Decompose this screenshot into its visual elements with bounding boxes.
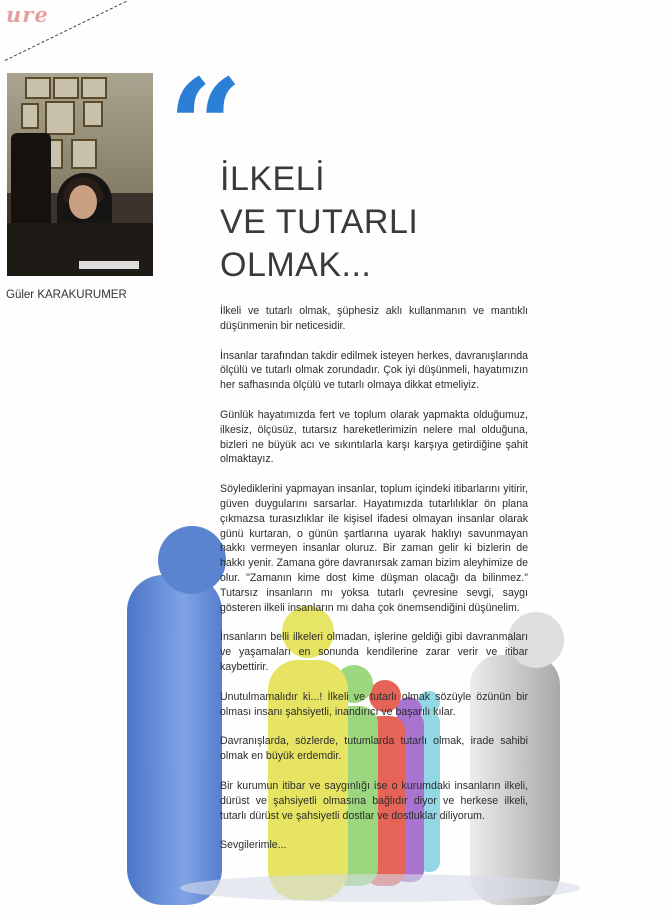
paragraph: Söylediklerini yapmayan insanlar, toplum içindeki itibarlarını yitirir, güven duygularını sarsarlar. Hayatımızda tutarlılıklar ön plana çıkmazsa turasızlıklar ile kişisel ifadesi olmayan insanlar olarak günü kurtaran, o günün şartlarına uyarak haklıyı savunmayan hakkı vermeyen insanlar oluruz. Bir zaman gelir ki bizlerin de hakkı yenir. Zamana göre davranırsak zaman bizim aleyhimize de olur. "Zamanın kime dost kime düşman olacağı da bilinmez." Tutarsız insanların mı yoksa tutarlı çevresine sevgi, saygı gösteren ilkeli insanların mı daha çok önemsendiğini düşünelim. — [220, 483, 528, 614]
magazine-logo: ure — [6, 2, 49, 27]
title-line-3: OLMAK... — [220, 246, 372, 284]
paragraph: Günlük hayatımızda fert ve toplum olarak yapmakta olduğumuz, ilkesiz, ölçüsüz, tutarsız hareketlerimizin nelere mal olduğuna, bizleri ne büyük acı ve sıkıntılarla karşı karşıya getirdiğine şahit olmaktayız. — [220, 408, 528, 466]
paragraph: İlkeli ve tutarlı olmak, şüphesiz aklı kullanmanın ve mantıklı düşünmenin bir neticesidir. — [220, 305, 528, 332]
article-body — [220, 304, 528, 868]
paragraph: Bir kurumun itibar ve saygınlığı ise o kurumdaki insanların ilkeli, dürüst ve şahsiyetli olmasına bağlıdır diyor ve herkese ilkeli, tutarlı dürüst ve şahsiyetli dostlar ve dostluklar diliyorum. — [220, 779, 528, 822]
quote-mark: “ — [168, 50, 243, 203]
paragraph: Davranışlarda, sözlerde, tutumlarda tutarlı olmak, irade sahibi olmak en büyük erdemdir. — [220, 735, 528, 763]
title-line-2: VE TUTARLI — [220, 203, 419, 241]
title-line-1: İLKELİ — [220, 160, 326, 198]
paragraph: Unutulmamalıdır ki...! İlkeli ve tutarlı olmak sözüyle özünün bir olması insanı şahsiyetli, inandırıcı ve başarılı kılar. — [220, 690, 528, 718]
paragraph: Sevgilerimle... — [220, 839, 287, 852]
author-name: Güler KARAKURUMER — [6, 289, 127, 301]
paragraph: İnsanların belli ilkeleri olmadan, işlerine geldiği gibi davranmaları ve yaşamaları en sonunda kendilerine zarar verir ve itibar kaybettirir. — [220, 631, 528, 673]
paragraph: İnsanlar tarafından takdir edilmek isteyen herkes, davranışlarında ölçülü ve tutarlı olmak zorundadır. Çok iyi düşünmeli, hayatımızın her safhasında ölçülü ve tutarlı olmaya dikkat etmeliyiz. — [220, 349, 528, 392]
